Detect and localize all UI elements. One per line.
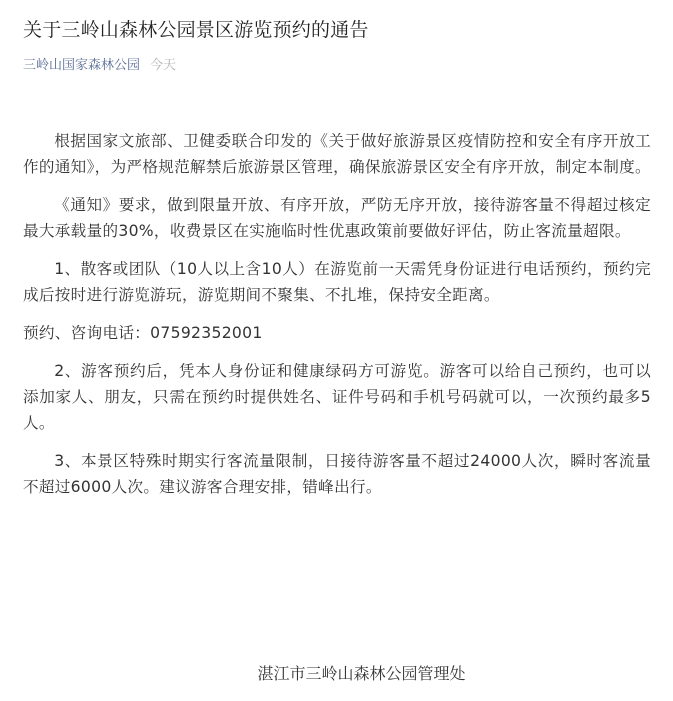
signature: 湛江市三岭山森林公园管理处 [257, 664, 466, 683]
paragraph-rule-3: 3、本景区特殊时期实行客流量限制，日接待游客量不超过24000人次，瞬时客流量不超过6000人次。建议游客合理安排，错峰出行。 [23, 452, 651, 496]
publish-time: 今天 [150, 58, 177, 73]
paragraph-notice-requirement: 《通知》要求，做到限量开放、有序开放，严防无序开放，接待游客量不得超过核定最大承载量的30%，收费景区在实施临时性优惠政策前要做好评估，防止客流量超限。 [23, 196, 651, 240]
article-title: 关于三岭山森林公园景区游览预约的通告 [23, 19, 369, 41]
article-body [23, 128, 651, 512]
paragraph-rule-1: 1、散客或团队（10人以上含10人）在游览前一天需凭身份证进行电话预约，预约完成后按时进行游览游玩，游览期间不聚集、不扎堆，保持安全距离。 [23, 260, 651, 304]
paragraph-rule-2: 2、游客预约后，凭本人身份证和健康绿码方可游览。游客可以给自己预约，也可以添加家人、朋友，只需在预约时提供姓名、证件号码和手机号码就可以，一次预约最多5人。 [23, 362, 651, 432]
paragraph-intro: 根据国家文旅部、卫健委联合印发的《关于做好旅游景区疫情防控和安全有序开放工作的通知》，为严格规范解禁后旅游景区管理，确保旅游景区安全有序开放，制定本制度。 [23, 132, 651, 176]
account-name-link[interactable]: 三岭山国家森林公园 [23, 58, 141, 73]
paragraph-contact-phone: 预约、咨询电话：07592352001 [23, 324, 263, 342]
article-meta [23, 57, 176, 75]
